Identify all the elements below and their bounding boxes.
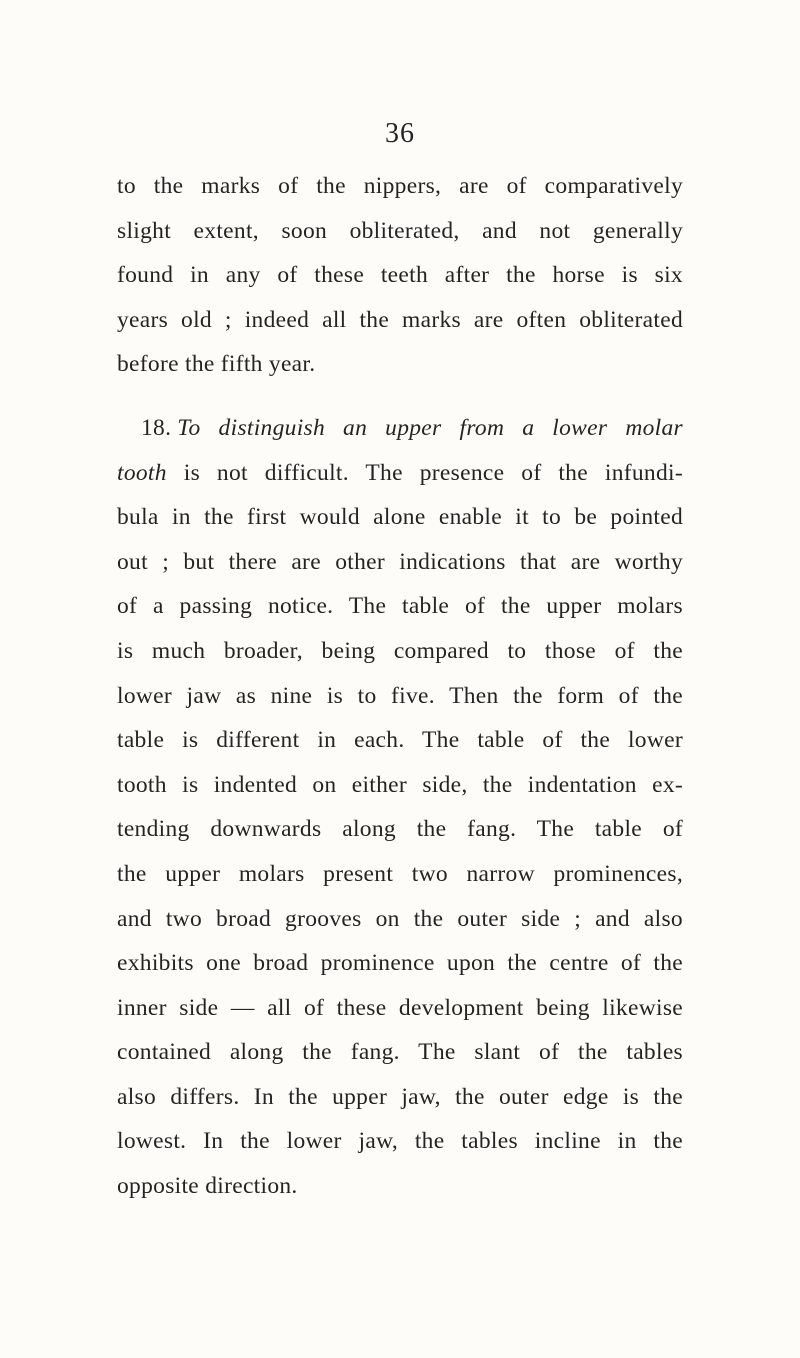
text-line-rest: is not difficult. The presence of the infundi- bbox=[183, 459, 683, 486]
text-line: to the marks of the nippers, are of comparatively bbox=[117, 173, 683, 199]
text-line: lower jaw as nine is to five. Then the form of the bbox=[117, 682, 683, 709]
text-line: found in any of these teeth after the horse is six bbox=[117, 262, 683, 289]
section-heading-continued: tooth bbox=[117, 459, 167, 486]
text-line: out ; but there are other indications that are worthy bbox=[117, 548, 683, 575]
paragraph-2 bbox=[117, 406, 683, 1209]
text-line: lowest. In the lower jaw, the tables incline in the bbox=[117, 1128, 683, 1155]
section-number: 18. bbox=[141, 414, 172, 441]
text-line: is much broader, being compared to those of the bbox=[117, 637, 683, 664]
text-line: opposite direction. bbox=[117, 1173, 298, 1200]
text-line: bula in the first would alone enable it to be pointed bbox=[117, 504, 683, 531]
section-heading: To distinguish an upper from a lower molar bbox=[177, 414, 683, 441]
text-line: contained along the fang. The slant of the tables bbox=[117, 1039, 683, 1066]
text-line: also differs. In the upper jaw, the outer edge is the bbox=[117, 1083, 683, 1110]
text-line: tending downwards along the fang. The table of bbox=[117, 816, 683, 843]
text-line: tooth is indented on either side, the indentation ex- bbox=[117, 771, 683, 798]
page-number: 36 bbox=[385, 118, 415, 149]
text-line: before the fifth year. bbox=[117, 351, 316, 378]
text-line: inner side — all of these development being likewise bbox=[117, 994, 683, 1021]
text-line: slight extent, soon obliterated, and not generally bbox=[117, 217, 683, 244]
paragraph-1 bbox=[117, 164, 683, 387]
text-line: of a passing notice. The table of the upper molars bbox=[117, 593, 683, 620]
text-line: table is different in each. The table of the lower bbox=[117, 727, 683, 754]
text-line bbox=[117, 451, 683, 496]
text-line: and two broad grooves on the outer side ; and also bbox=[117, 905, 683, 932]
text-line: years old ; indeed all the marks are often obliterated bbox=[117, 306, 683, 333]
text-line: the upper molars present two narrow prominences, bbox=[117, 860, 683, 887]
text-line: exhibits one broad prominence upon the centre of the bbox=[117, 950, 683, 977]
section-heading-line bbox=[117, 406, 683, 451]
body-text bbox=[117, 164, 683, 1209]
